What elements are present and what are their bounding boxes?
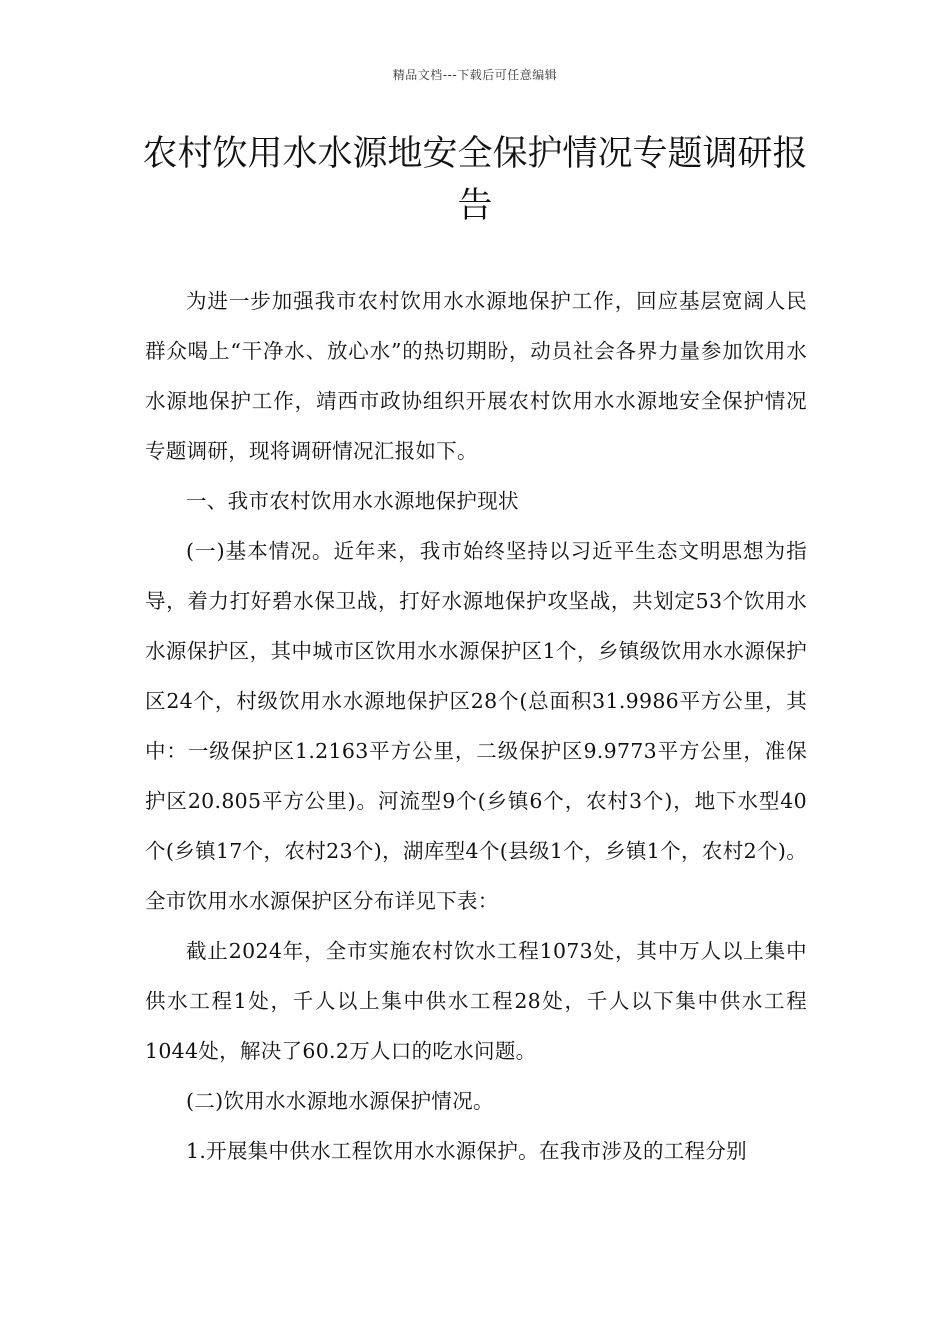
paragraph-water-projects: 截止2024年，全市实施农村饮水工程1073处，其中万人以上集中供水工程1处，千人以上集中供水工程28处，千人以下集中供水工程1044处，解决了60.2万人口的吃水问题。 xyxy=(145,939,807,1063)
section-heading-1: 一、我市农村饮用水水源地保护现状 xyxy=(186,489,519,513)
paragraph-basic-situation: (一)基本情况。近年来，我市始终坚持以习近平生态文明思想为指导，着力打好碧水保卫战，打好水源地保护攻坚战，共划定53个饮用水水源保护区，其中城市区饮用水水源保护区1个，乡镇级饮用水水源保护区24个，村级饮用水水源地保护区28个(总面积31.9986平方公里，其中：一级保护区1.2163平方公里，二级保护区9.9773平方公里，准保护区20.805平方公里)。河流型9个(乡镇6个，农村3个)，地下水型40个(乡镇17个，农村23个)，湖库型4个(县级1个，乡镇1个，农村2个)。全市饮用水水源保护区分布详见下表： xyxy=(145,539,807,913)
subsection-heading-2: (二)饮用水水源地水源保护情况。 xyxy=(186,1089,494,1113)
document-body xyxy=(145,276,807,1176)
paragraph-item-1: 1.开展集中供水工程饮用水水源保护。在我市涉及的工程分别 xyxy=(186,1139,747,1163)
header-note: 精品文档---下载后可任意编辑 xyxy=(392,68,558,82)
document-title: 农村饮用水水源地安全保护情况专题调研报告 xyxy=(142,134,808,226)
paragraph-intro: 为进一步加强我市农村饮用水水源地保护工作，回应基层宽阔人民群众喝上“干净水、放心水”的热切期盼，动员社会各界力量参加饮用水水源地保护工作，靖西市政协组织开展农村饮用水水源地安全保护情况专题调研，现将调研情况汇报如下。 xyxy=(145,289,807,463)
